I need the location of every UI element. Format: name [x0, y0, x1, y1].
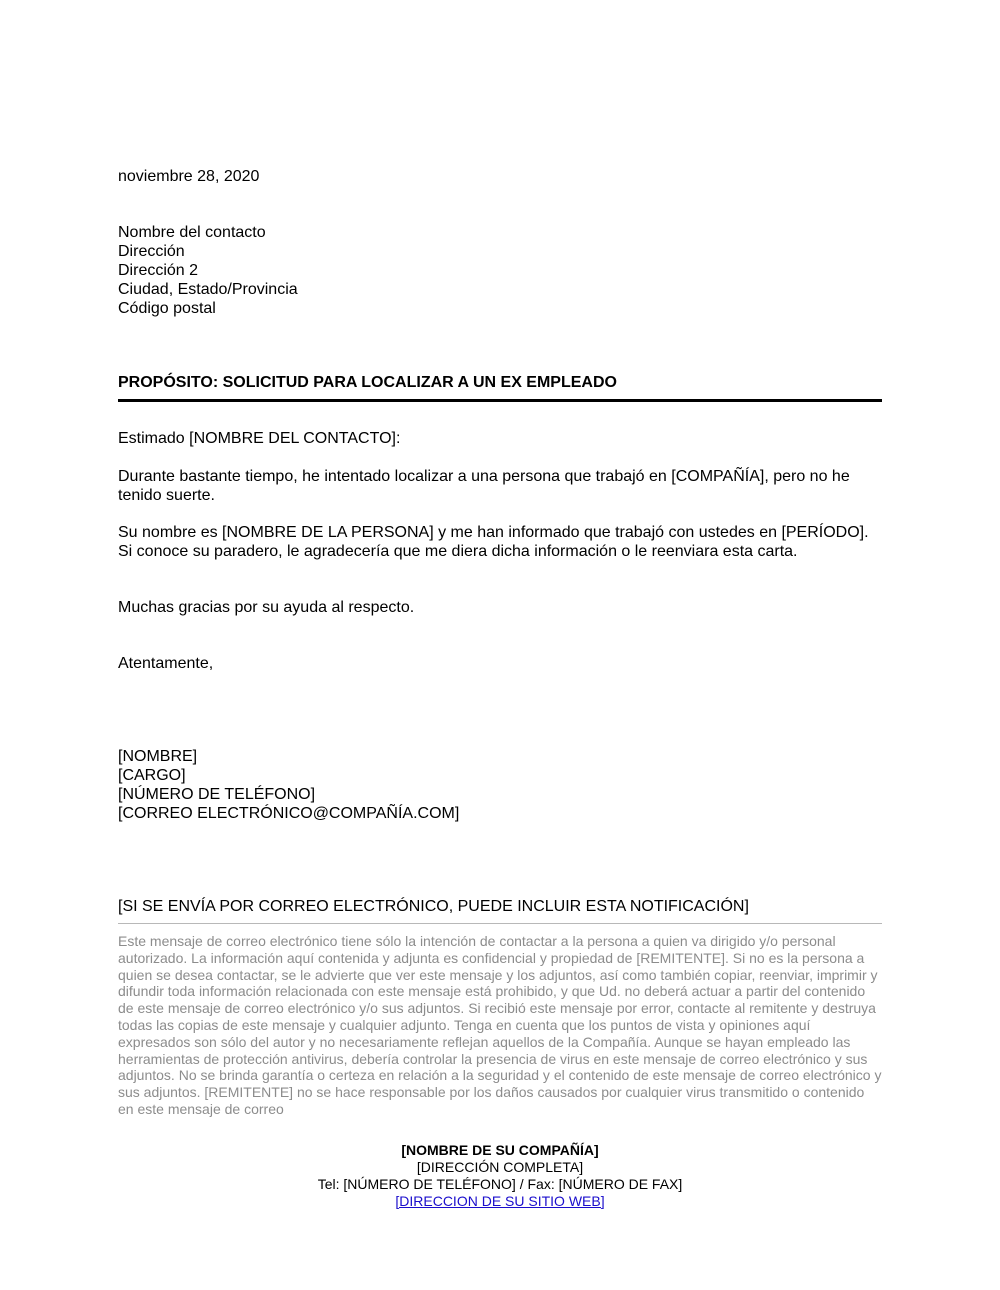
notice-divider: [118, 923, 882, 924]
company-footer: [0, 1142, 1000, 1210]
signature-phone: [NÚMERO DE TELÉFONO]: [118, 786, 316, 803]
notice-heading: [SI SE ENVÍA POR CORREO ELECTRÓNICO, PUEDE INCLUIR ESTA NOTIFICACIÓN]: [118, 898, 749, 915]
letter-closing: Atentamente,: [118, 655, 214, 672]
body-paragraph-1: Durante bastante tiempo, he intentado localizar a una persona que trabajó en [COMPAÑÍA], pero no he tenido suerte.: [118, 468, 850, 504]
signature-name: [NOMBRE]: [118, 748, 198, 765]
footer-address: [DIRECCIÓN COMPLETA]: [416, 1159, 584, 1175]
letter-date: noviembre 28, 2020: [118, 168, 260, 185]
footer-contact: Tel: [NÚMERO DE TELÉFONO] / Fax: [NÚMERO DE FAX]: [317, 1176, 683, 1192]
body-paragraph-3: Muchas gracias por su ayuda al respecto.: [118, 599, 415, 616]
body-paragraph-2: Su nombre es [NOMBRE DE LA PERSONA] y me han informado que trabajó con ustedes en [PERÍODO]. Si conoce su paradero, le agradecería que me diera dicha información o le reenviara esta carta.: [118, 524, 869, 560]
signature-title: [CARGO]: [118, 767, 186, 784]
recipient-address: [118, 223, 298, 318]
letter-salutation: Estimado [NOMBRE DEL CONTACTO]:: [118, 430, 401, 447]
signature-block: [118, 747, 459, 823]
recipient-postal-code: Código postal: [118, 300, 216, 317]
footer-website-link[interactable]: [DIRECCION DE SU SITIO WEB]: [395, 1193, 605, 1209]
recipient-name: Nombre del contacto: [118, 224, 266, 241]
signature-email: [CORREO ELECTRÓNICO@COMPAÑÍA.COM]: [118, 805, 460, 822]
recipient-address-line-2: Dirección 2: [118, 262, 199, 279]
footer-company-name: [NOMBRE DE SU COMPAÑÍA]: [401, 1142, 599, 1158]
confidentiality-notice: Este mensaje de correo electrónico tiene sólo la intención de contactar a la persona a quien va dirigido y/o personal autorizado. La información aquí contenida y adjunta es confidencial y propiedad de [REMITENTE]. Si no es la persona a quien se desea contactar, se le advierte que ver este mensaje y los adjuntos, así como también copiar, reenviar, imprimir y difundir toda información relacionada con este mensaje está prohibido, y que Ud. no deberá actuar a partir del contenido de este mensaje de correo electrónico y/o sus adjuntos. Si recibió este mensaje por error, contacte al remitente y destruya todas las copias de este mensaje y cualquier adjunto. Tenga en cuenta que los puntos de vista y opiniones aquí expresados son sólo del autor y no necesariamente reflejan aquellos de la Compañía. Aunque se hayan empleado las herramientas de protección antivirus, debería controlar la presencia de virus en este mensaje de correo electrónico y sus adjuntos. No se brinda garantía o certeza en relación a la seguridad y el contenido de este mensaje de correo electrónico y sus adjuntos. [REMITENTE] no se hace responsable por los daños causados por cualquier virus transmitido o contenido en este mensaje de correo: [118, 933, 882, 1117]
letter-subject: PROPÓSITO: SOLICITUD PARA LOCALIZAR A UN EX EMPLEADO: [118, 374, 617, 391]
recipient-address-line-1: Dirección: [118, 243, 185, 260]
recipient-city-state: Ciudad, Estado/Provincia: [118, 281, 298, 298]
subject-divider: [118, 399, 882, 402]
